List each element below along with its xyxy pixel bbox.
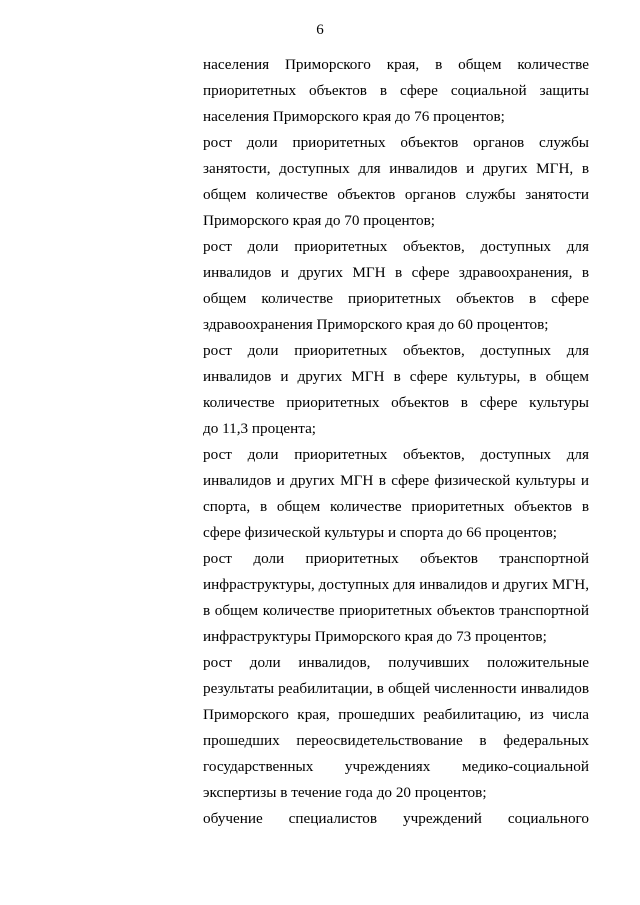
text-line: общем количестве объектов органов службы занятости (203, 186, 589, 203)
text-line: населения Приморского края, в общем количестве (203, 56, 589, 73)
text-line: в общем количестве приоритетных объектов транспортной (203, 602, 589, 619)
text-line: рост доли приоритетных объектов, доступных для (203, 446, 589, 463)
paragraph (203, 234, 589, 338)
text-line: государственных учреждениях медико-социальной (203, 758, 589, 775)
text-line: сфере физической культуры и спорта до 66 процентов; (203, 524, 557, 541)
paragraph (203, 442, 589, 546)
paragraph (203, 546, 589, 650)
text-line: инфраструктуры Приморского края до 73 процентов; (203, 628, 547, 645)
text-line: экспертизы в течение года до 20 процентов; (203, 784, 487, 801)
text-line: спорта, в общем количестве приоритетных объектов в (203, 498, 589, 515)
paragraph (203, 130, 589, 234)
document-body (203, 52, 589, 832)
text-line: инвалидов и других МГН в сфере культуры, в общем (203, 368, 589, 385)
paragraph (203, 650, 589, 806)
text-line: рост доли инвалидов, получивших положительные (203, 654, 589, 671)
text-line: результаты реабилитации, в общей численности инвалидов (203, 680, 589, 697)
text-line: рост доли приоритетных объектов транспортной (203, 550, 589, 567)
text-line: рост доли приоритетных объектов, доступных для (203, 238, 589, 255)
paragraph (203, 52, 589, 130)
text-line: приоритетных объектов в сфере социальной защиты (203, 82, 589, 99)
text-line: общем количестве приоритетных объектов в сфере (203, 290, 589, 307)
text-line: инфраструктуры, доступных для инвалидов и других МГН, (203, 576, 589, 593)
text-line: инвалидов и других МГН в сфере физической культуры и (203, 472, 589, 489)
text-line: рост доли приоритетных объектов органов службы (203, 134, 589, 151)
text-line: Приморского края до 70 процентов; (203, 212, 436, 229)
text-line: населения Приморского края до 76 процентов; (203, 108, 505, 125)
text-line: рост доли приоритетных объектов, доступных для (203, 342, 589, 359)
text-line: инвалидов и других МГН в сфере здравоохранения, в (203, 264, 589, 281)
text-line: Приморского края, прошедших реабилитацию, из числа (203, 706, 589, 723)
paragraph (203, 806, 589, 832)
paragraph (203, 338, 589, 442)
page-number: 6 (316, 22, 324, 38)
text-line: обучение специалистов учреждений социального (203, 810, 589, 827)
text-line: до 11,3 процента; (203, 420, 317, 437)
text-line: количестве приоритетных объектов в сфере культуры (203, 394, 589, 411)
text-line: здравоохранения Приморского края до 60 процентов; (203, 316, 549, 333)
text-line: прошедших переосвидетельствование в федеральных (203, 732, 589, 749)
text-line: занятости, доступных для инвалидов и других МГН, в (203, 160, 589, 177)
